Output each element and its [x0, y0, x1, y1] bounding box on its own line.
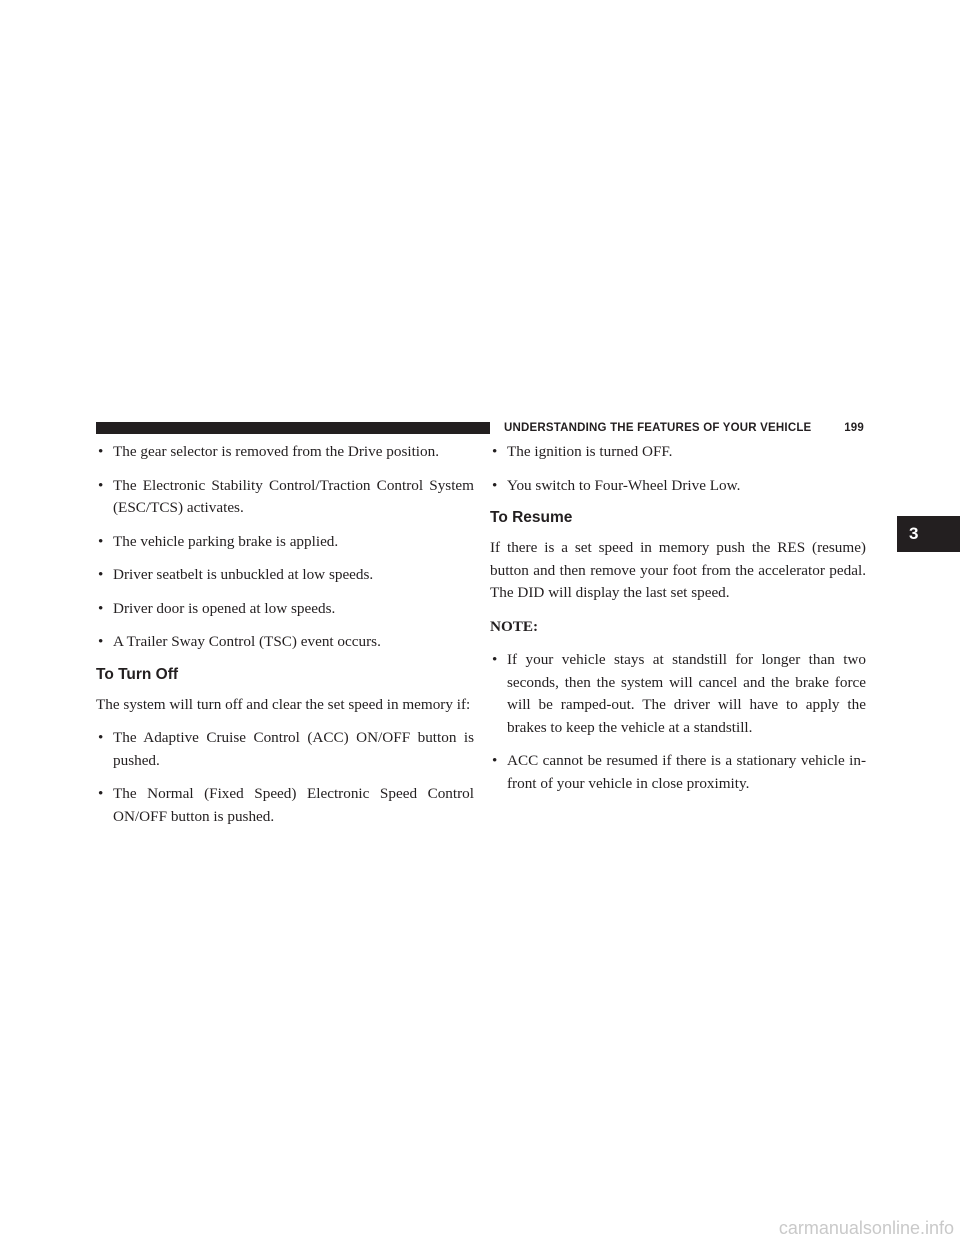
header-rule-bar [96, 422, 490, 434]
bullet-four-wheel-low: • You switch to Four-Wheel Drive Low. [490, 475, 866, 498]
resume-paragraph: If there is a set speed in memory push the RES (resume) button and then remove your foot from the accelerator pedal. The DID will display the last set speed. [490, 539, 866, 601]
left-column [96, 441, 474, 839]
bullet-parking-brake: • The vehicle parking brake is applied. [96, 531, 474, 554]
bullet-esc-tcs [96, 475, 474, 520]
bullet-acc-resume-note: • ACC cannot be resumed if there is a stationary vehicle in-front of your vehicle in close proximity. [490, 750, 866, 795]
running-header-title: UNDERSTANDING THE FEATURES OF YOUR VEHICLE [504, 422, 812, 434]
bullet-ignition-off: • The ignition is turned OFF. [490, 441, 866, 464]
bullet-seatbelt: • Driver seatbelt is unbuckled at low speeds. [96, 564, 474, 587]
chapter-tab: 3 [897, 516, 960, 552]
bullet-acc-button: • The Adaptive Cruise Control (ACC) ON/OFF button is pushed. [96, 727, 474, 772]
page-number: 199 [844, 422, 864, 434]
heading-to-turn-off: To Turn Off [96, 665, 179, 683]
bullet-standstill-note: • If your vehicle stays at standstill for longer than two seconds, then the system will cancel and the brake force will be ramped-out. The driver will have to apply the brakes to keep the vehicle at a standstill. [490, 649, 866, 739]
heading-to-resume: To Resume [490, 509, 573, 526]
bullet-esc-tcs-text: The Electronic Stability Control/Traction Control System (ESC/TCS) activates. [113, 476, 474, 516]
bullet-tsc-event: • A Trailer Sway Control (TSC) event occurs. [96, 631, 474, 654]
watermark-text: carmanualsonline.info [778, 1218, 954, 1238]
bullet-driver-door: • Driver door is opened at low speeds. [96, 598, 474, 621]
note-label: NOTE: [490, 617, 539, 635]
right-column [490, 441, 866, 806]
running-header [496, 419, 866, 437]
bullet-normal-speed-control: • The Normal (Fixed Speed) Electronic Speed Control ON/OFF button is pushed. [96, 783, 474, 828]
bullet-gear-selector: • The gear selector is removed from the Drive position. [96, 441, 474, 464]
turn-off-intro: The system will turn off and clear the set speed in memory if: [96, 695, 471, 713]
